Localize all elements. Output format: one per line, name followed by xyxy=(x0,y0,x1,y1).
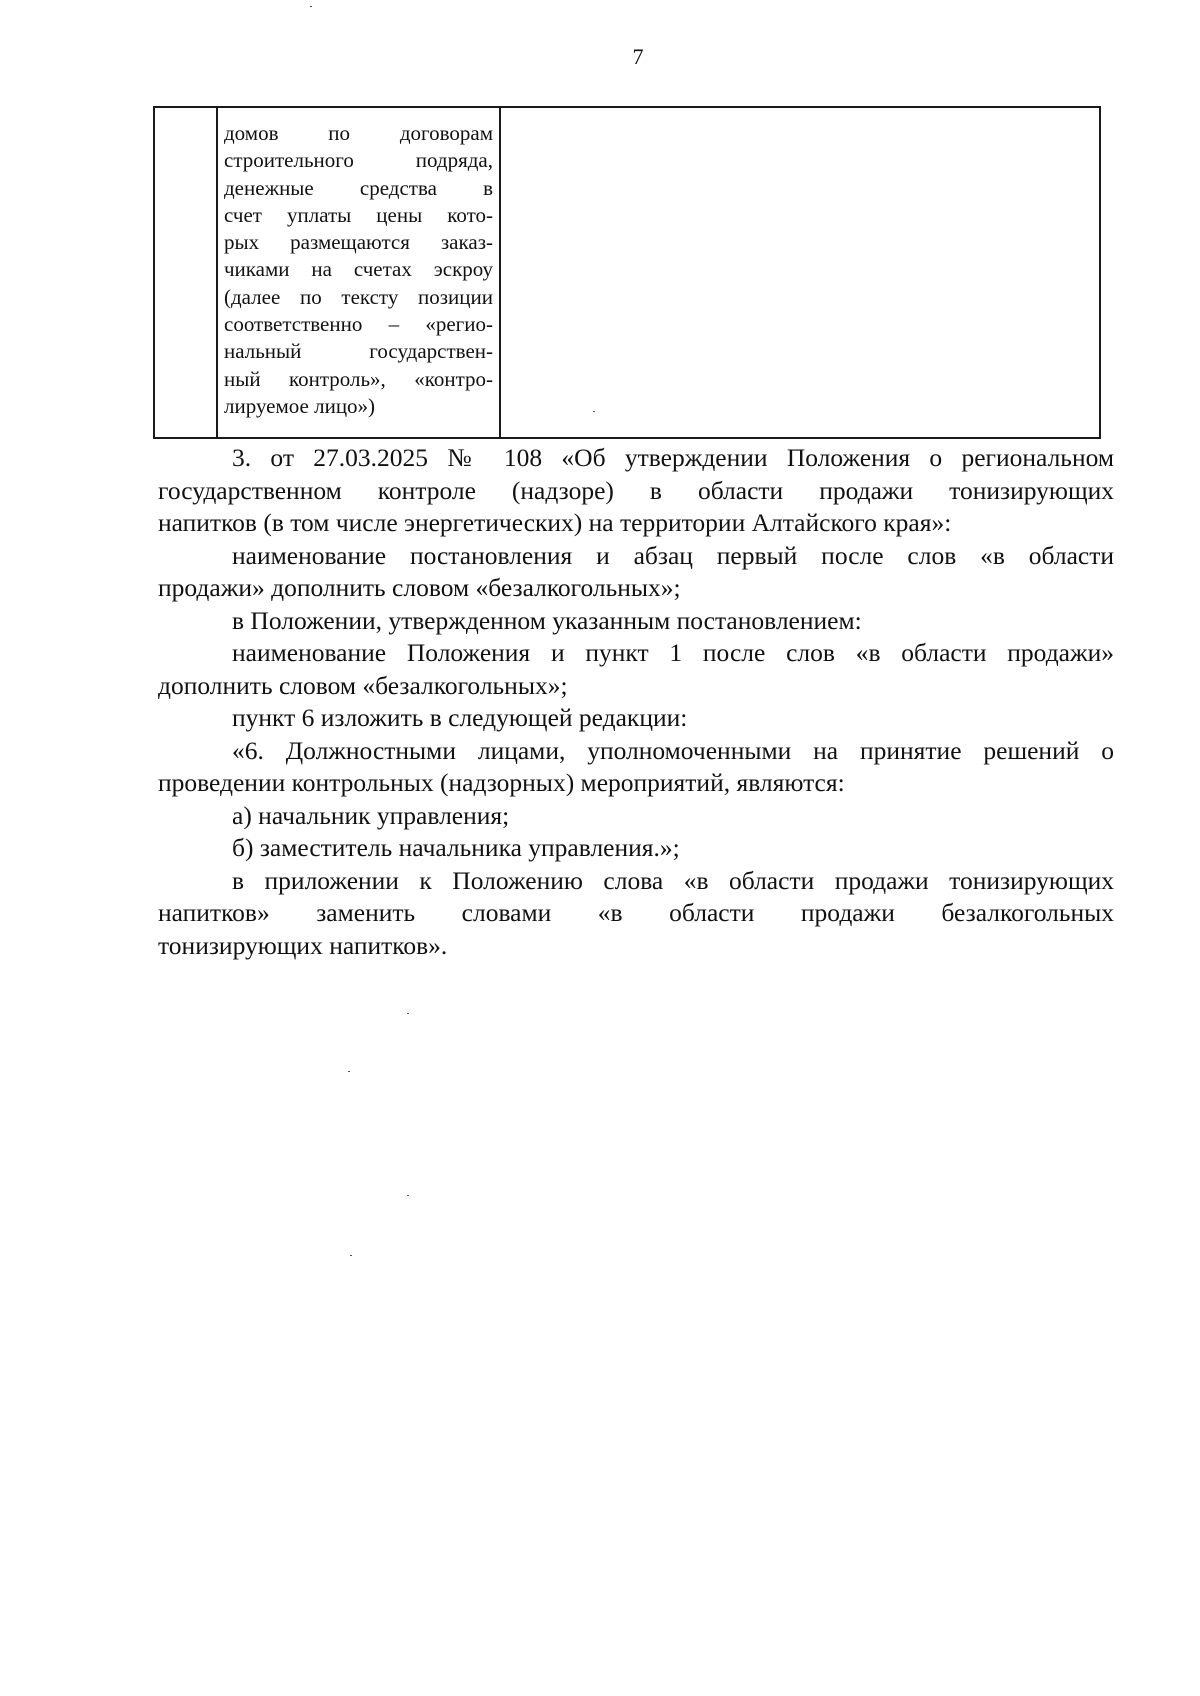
table-cell-line: ный контроль», «контро- xyxy=(224,366,493,391)
paragraph-line: наименование постановления и абзац первый после слов «в области xyxy=(232,540,1114,570)
paragraph-line: «6. Должностными лицами, уполномоченными на принятие решений о xyxy=(232,735,1114,765)
paragraph-line: государственном контроле (надзоре) в области продажи тонизирующих xyxy=(158,475,1114,505)
scan-speck xyxy=(407,1195,409,1196)
paragraph-line: пункт 6 изложить в следующей редакции: xyxy=(232,703,688,732)
scan-speck xyxy=(310,6,312,7)
paragraph-line: наименование Положения и пункт 1 после слов «в области продажи» xyxy=(232,638,1114,667)
scan-speck xyxy=(593,411,595,412)
continuation-table xyxy=(153,106,1101,439)
scan-speck xyxy=(350,1255,352,1256)
paragraph-line: напитков (в том числе энергетических) на территории Алтайского края»: xyxy=(158,508,952,537)
document-body xyxy=(158,442,1114,962)
table-cell-line: соответственно – «регио- xyxy=(224,312,493,337)
table-cell-line: денежные средства в xyxy=(224,175,493,200)
scan-speck xyxy=(348,1071,350,1072)
table-cell-line: счет уплаты цены кото- xyxy=(224,202,493,227)
paragraph-line: проведении контрольных (надзорных) мероприятий, являются: xyxy=(158,768,845,797)
paragraph-line: напитков» заменить словами «в области продажи безалкогольных xyxy=(158,898,1114,927)
scan-speck xyxy=(407,1013,409,1014)
table-empty-cell xyxy=(501,108,1099,437)
table-cell-line: строительного подряда, xyxy=(224,148,493,173)
table-cell-line: лируемое лицо») xyxy=(224,393,376,418)
table-cell-line: нальный государствен- xyxy=(224,339,493,364)
paragraph-line: в Положении, утвержденном указанным постановлением: xyxy=(232,605,862,635)
page-number: 7 xyxy=(632,44,644,69)
table-subject-cell xyxy=(218,108,501,437)
table-cell-line: рых размещаются заказ- xyxy=(224,230,493,255)
paragraph-line: продажи» дополнить словом «безалкогольных»; xyxy=(158,573,681,602)
table-cell-line: домов по договорам xyxy=(224,121,493,145)
paragraph-line: тонизирующих напитков». xyxy=(158,930,448,960)
table-cell-line: чиками на счетах эскроу xyxy=(224,257,493,282)
list-item-a: а) начальник управления; xyxy=(232,800,510,830)
paragraph-line: в приложении к Положению слова «в области продажи тонизирующих xyxy=(232,865,1114,895)
paragraph-line: дополнить словом «безалкогольных»; xyxy=(158,670,568,700)
list-item-b: б) заместитель начальника управления.»; xyxy=(232,833,680,862)
table-cell-line: (далее по тексту позиции xyxy=(224,284,493,309)
paragraph-item-3: 3. от 27.03.2025 № 108 «Об утверждении Положения о региональном xyxy=(232,443,1114,472)
table-number-column xyxy=(155,108,218,437)
